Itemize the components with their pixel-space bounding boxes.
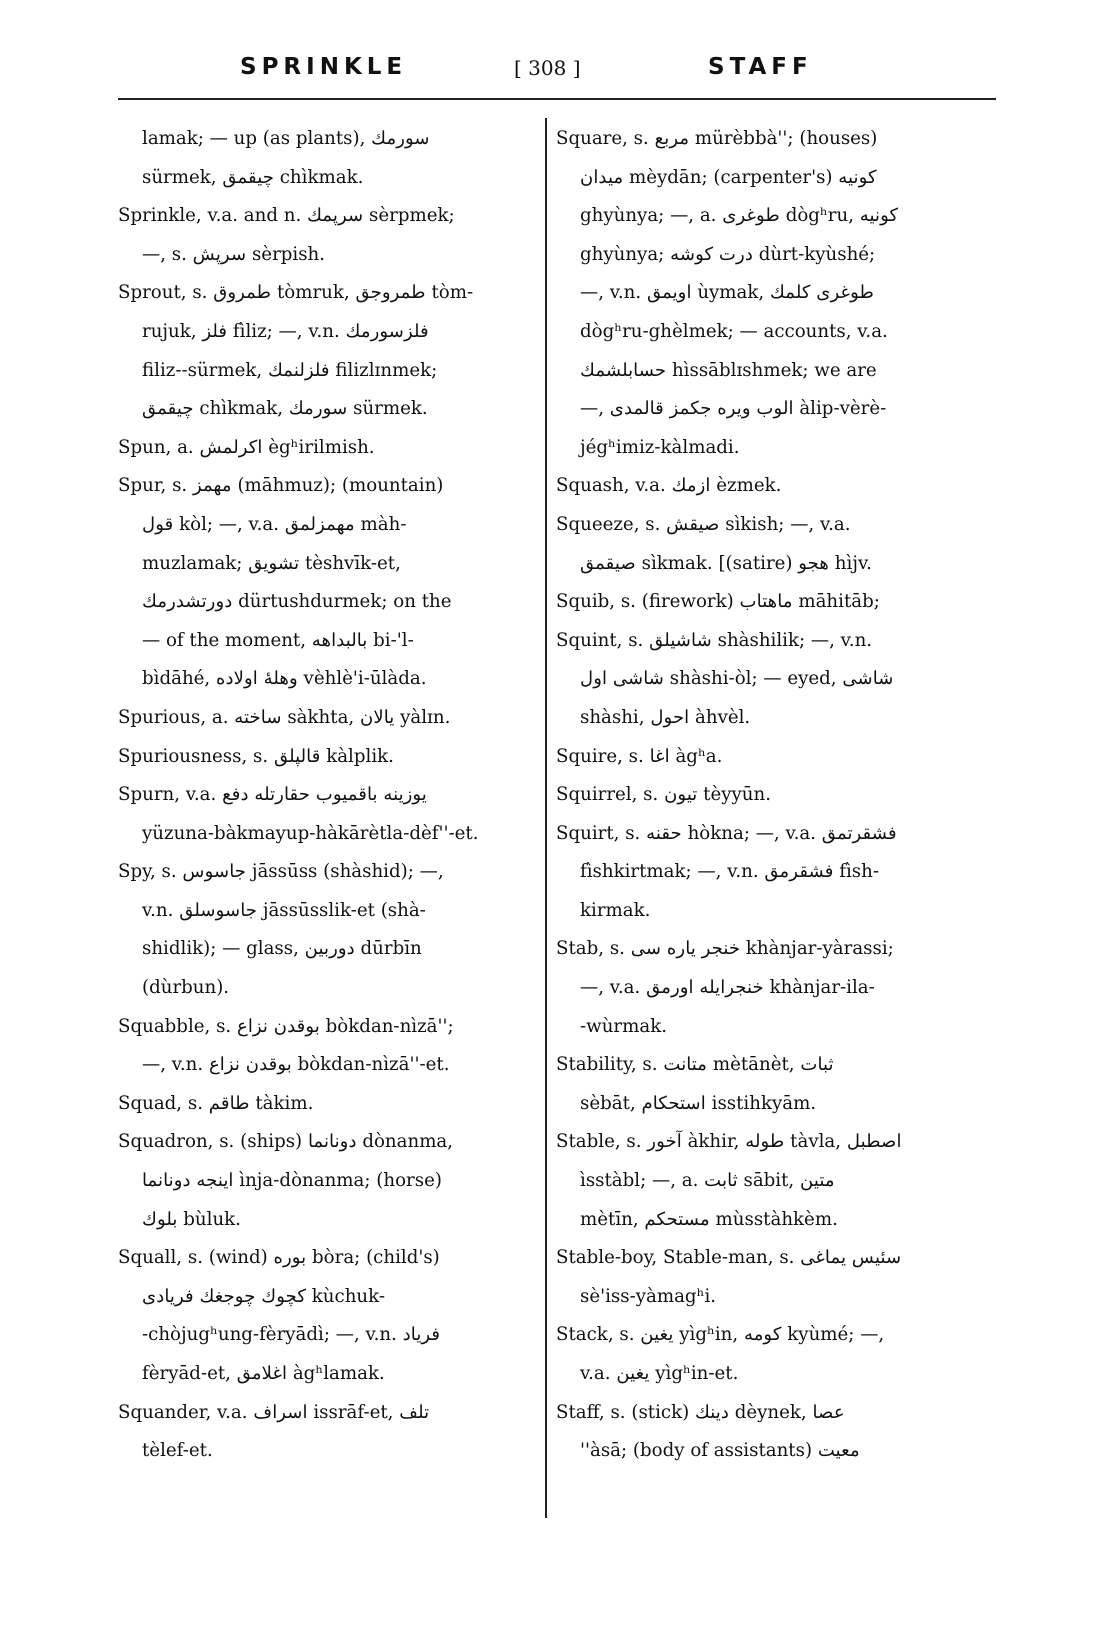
- entry-line: Squire, s. اغا àgʰa.: [556, 745, 723, 767]
- entry-line: shidlik); — glass, دوربین dūrbīn: [142, 938, 422, 960]
- entry-line: sè'iss-yàmagʰi.: [580, 1285, 717, 1307]
- entry-line: Stable, s. آخور àkhir, طوله tàvla, اصطبل: [556, 1131, 902, 1153]
- entry-line: —, s. سرپش sèrpish.: [142, 243, 326, 265]
- entry-line: Squint, s. شاشیلق shàshilik; —, v.n.: [556, 629, 873, 651]
- entry-line: میدان mèydān; (carpenter's) كونیه: [580, 166, 877, 188]
- entry-line: Square, s. مربع mürèbbà''; (houses): [556, 128, 878, 149]
- column-divider: [545, 118, 547, 1518]
- entry-line: Spuriousness, s. قالپلق kàlplik.: [118, 745, 394, 767]
- entry-line: v.a. یغین yìgʰin-et.: [580, 1363, 739, 1384]
- entry-line: —, v.n. اویمق ùymak, طوغری كلمك: [580, 282, 874, 304]
- entry-line: دورتشدرمك dürtushdurmek; on the: [142, 591, 452, 613]
- entry-line: —, الوب ویره جكمز قالمدی àlip-vèrè-: [580, 398, 887, 420]
- entry-line: شاشی اول shàshi-òl; — eyed, شاشی: [580, 668, 894, 690]
- header-left-guideword: SPRINKLE: [240, 54, 408, 80]
- entry-line: Sprout, s. طمروق tòmruk, طمروجق tòm-: [118, 282, 474, 304]
- entry-line: mètīn, مستحكم mùsstàhkèm.: [580, 1208, 838, 1230]
- entry-line: ''àsā; (body of assistants) معیت: [580, 1440, 860, 1462]
- entry-line: Squeeze, s. صیقش sìkish; —, v.a.: [556, 513, 851, 535]
- entry-line: چیقمق chìkmak, سورمك sürmek.: [142, 398, 428, 420]
- entry-line: sèbāt, استحكام isstihkyām.: [580, 1092, 817, 1114]
- left-column: [118, 120, 530, 1471]
- entry-line: Spur, s. مهمز (māhmuz); (mountain): [118, 475, 444, 497]
- entry-line: —, v.a. خنجرایله اورمق khànjar-ila-: [580, 977, 875, 999]
- entry-line: Stack, s. یغین yìgʰin, كومه kyùmé; —,: [556, 1324, 885, 1346]
- entry-line: صیقمق sìkmak. [(satire) هجو hìjv.: [580, 552, 872, 574]
- entry-line: ghyùnya; درت كوشه dùrt-kyùshé;: [580, 243, 876, 265]
- entry-line: اینجه دونانما ìnja-dònanma; (horse): [142, 1170, 442, 1192]
- entry-line: Squadron, s. (ships) دونانما dònanma,: [118, 1131, 454, 1153]
- right-column: [556, 120, 968, 1471]
- entry-line: بلوك bùluk.: [142, 1208, 241, 1230]
- entry-line: bìdāhé, وهلهٔ اولاده vèhlè'i-ūlàda.: [142, 668, 427, 690]
- entry-line: Spun, a. اكرلمش ègʰirilmish.: [118, 436, 375, 458]
- entry-line: Spurious, a. ساخته sàkhta, یالان yàlɪn.: [118, 706, 451, 728]
- entry-line: Squad, s. طاقم tàkim.: [118, 1092, 314, 1114]
- entry-line: jégʰimiz-kàlmadi.: [580, 436, 740, 458]
- entry-line: kirmak.: [580, 899, 651, 921]
- entry-line: Spy, s. جاسوس jāssūss (shàshid); —,: [118, 861, 444, 883]
- entry-line: -wùrmak.: [580, 1015, 668, 1037]
- entry-line: ìsstàbl; —, a. ثابت sābit, متین: [580, 1170, 835, 1192]
- entry-line: Squirt, s. حقنه hòkna; —, v.a. فشقرتمق: [556, 822, 897, 844]
- entry-line: Squash, v.a. ازمك èzmek.: [556, 475, 782, 497]
- entry-line: —, v.n. بوقدن نزاع bòkdan-nìzā''-et.: [142, 1054, 450, 1076]
- entry-line: shàshi, احول àhvèl.: [580, 706, 751, 728]
- entry-line: fèryād-et, اغلامق àgʰlamak.: [142, 1363, 385, 1384]
- entry-line: muzlamak; تشویق tèshvīk-et,: [142, 552, 401, 574]
- entry-line: Squib, s. (firework) ماهتاب māhitāb;: [556, 591, 880, 613]
- header-right-guideword: STAFF: [708, 54, 813, 80]
- entry-line: yüzuna-bàkmayup-hàkārètla-dèf''-et.: [142, 822, 479, 844]
- entry-line: Squirrel, s. تیون tèyyūn.: [556, 784, 771, 806]
- entry-line: tèlef-et.: [142, 1440, 213, 1462]
- entry-line: dògʰru-ghèlmek; — accounts, v.a.: [580, 320, 888, 342]
- entry-line: sürmek, چیقمق chìkmak.: [142, 166, 364, 188]
- entry-line: قول kòl; —, v.a. مهمزلمق màh-: [142, 513, 407, 535]
- entry-line: -chòjugʰung-fèryādì; —, v.n. فریاد: [142, 1324, 441, 1346]
- entry-line: حسابلشمك hìssāblɪshmek; we are: [580, 359, 877, 381]
- entry-line: Sprinkle, v.a. and n. سرپمك sèrpmek;: [118, 205, 455, 227]
- entry-line: Stab, s. خنجر یاره سی khànjar-yàrassi;: [556, 938, 894, 960]
- entry-line: ghyùnya; —, a. طوغری dògʰru, كونیه: [580, 205, 899, 227]
- entry-line: Spurn, v.a. یوزینه باقمیوب حقارتله دفع: [118, 784, 427, 806]
- entry-line: Stable-boy, Stable-man, s. سئیس یماغی: [556, 1247, 902, 1269]
- header-rule: [118, 98, 996, 100]
- entry-line: fìshkirtmak; —, v.n. فشقرمق fìsh-: [580, 861, 879, 883]
- entry-line: Squander, v.a. اسراف issrāf-et, تلف: [118, 1401, 430, 1423]
- entry-line: v.n. جاسوسلق jāssūsslik-et (shà-: [142, 899, 426, 921]
- entry-line: (dùrbun).: [142, 977, 230, 999]
- entry-line: filiz--sürmek, فلزلنمك filizlɪnmek;: [142, 359, 438, 381]
- entry-line: Squabble, s. بوقدن نزاع bòkdan-nìzā'';: [118, 1015, 454, 1037]
- entry-line: rujuk, فلز fìliz; —, v.n. فلزسورمك: [142, 320, 429, 342]
- page-header: [118, 52, 996, 92]
- entry-line: كچوك چوجغك فریادی kùchuk-: [142, 1285, 385, 1307]
- entry-line: Stability, s. متانت mètānèt, ثبات: [556, 1054, 834, 1076]
- page-number: [ 308 ]: [514, 56, 581, 80]
- entry-line: — of the moment, بالبداهه bi-'l-: [142, 629, 414, 651]
- entry-line: Staff, s. (stick) دینك dèynek, عصا: [556, 1401, 845, 1423]
- entry-line: Squall, s. (wind) بوره bòra; (child's): [118, 1247, 440, 1269]
- entry-line: lamak; — up (as plants), سورمك: [142, 128, 430, 149]
